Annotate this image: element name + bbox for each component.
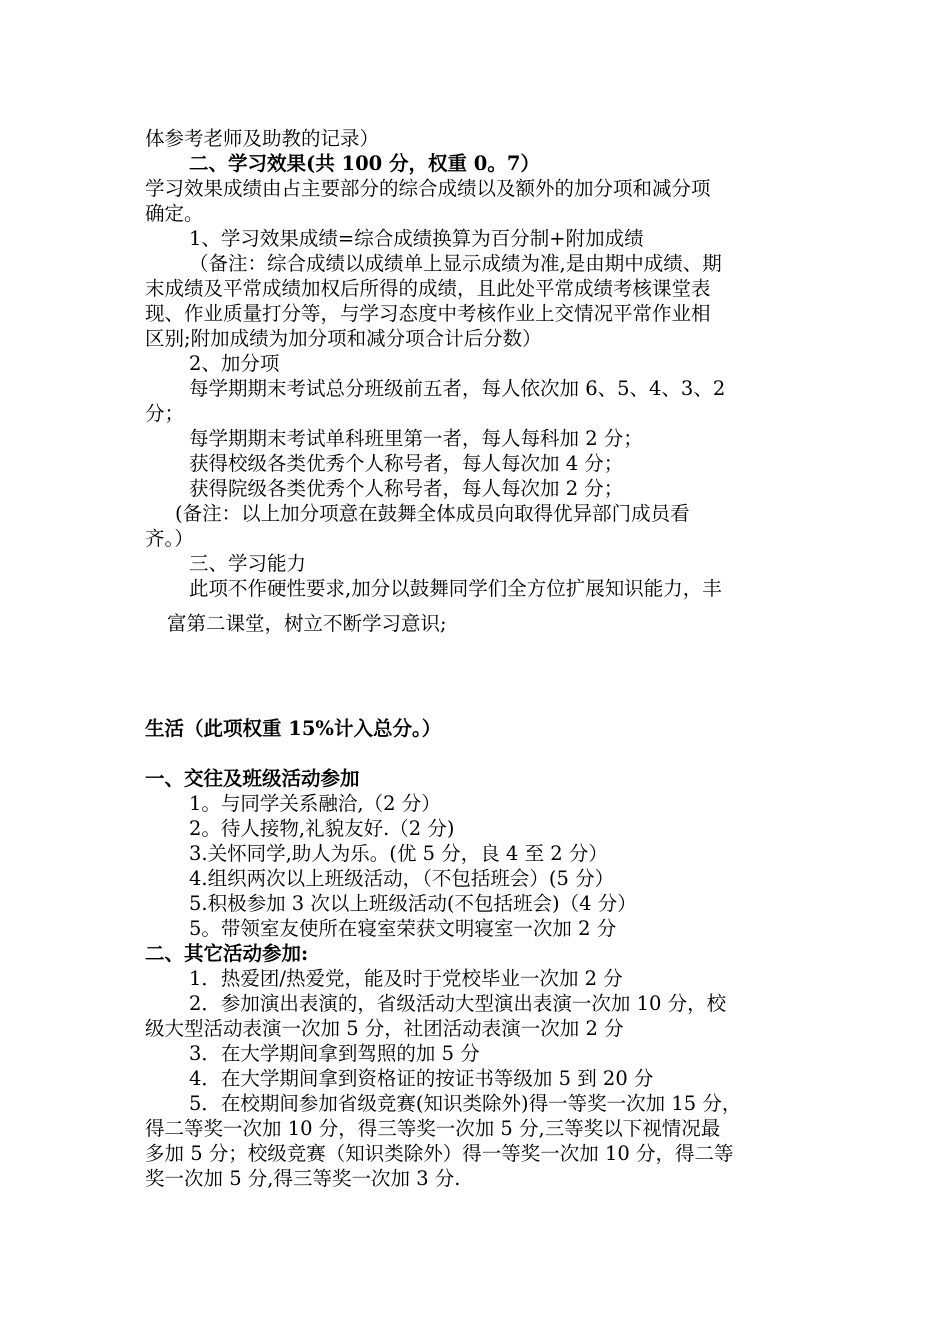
- social-item-line: 2。待人接物,礼貌友好.（2 分): [189, 817, 455, 840]
- score-note-line: （备注：综合成绩以成绩单上显示成绩为准,是由期中成绩、期: [189, 252, 722, 275]
- other-activity-line: 5．在校期间参加省级竞赛(知识类除外)得一等奖一次加 15 分，: [189, 1092, 742, 1115]
- score-note-line: 末成绩及平常成绩加权后所得的成绩，且此处平常成绩考核课堂表: [145, 277, 711, 300]
- other-activity-line: 多加 5 分；校级竞赛（知识类除外）得一等奖一次加 10 分，得二等: [145, 1142, 734, 1165]
- learning-effect-heading: 二、学习效果(共 100 分，权重 0。7）: [189, 152, 540, 175]
- learning-ability-text-line: 此项不作硬性要求,加分以鼓舞同学们全方位扩展知识能力，丰: [189, 577, 722, 600]
- social-item-line: 1。与同学关系融洽,（2 分）: [189, 792, 441, 815]
- score-note-line: 现、作业质量打分等，与学习态度中考核作业上交情况平常作业相: [145, 302, 711, 325]
- bonus-note-line: (备注：以上加分项意在鼓舞全体成员向取得优异部门成员看: [175, 502, 690, 525]
- other-activities-heading: 二、其它活动参加:: [145, 942, 309, 965]
- social-item-line: 3.关怀同学,助人为乐。(优 5 分，良 4 至 2 分）: [189, 842, 608, 865]
- other-activity-line: 奖一次加 5 分,得三等奖一次加 3 分.: [145, 1167, 461, 1190]
- bonus-item-line: 每学期期末考试总分班级前五者，每人依次加 6、5、4、3、2: [189, 377, 726, 400]
- bonus-heading: 2、加分项: [189, 352, 280, 375]
- bonus-item-line: 分；: [145, 402, 185, 425]
- other-activity-line: 级大型活动表演一次加 5 分，社团活动表演一次加 2 分: [145, 1017, 624, 1040]
- score-formula-line: 1、学习效果成绩=综合成绩换算为百分制+附加成绩: [189, 227, 644, 250]
- other-activity-line: 4．在大学期间拿到资格证的按证书等级加 5 到 20 分: [189, 1067, 654, 1090]
- learning-effect-desc-line: 学习效果成绩由占主要部分的综合成绩以及额外的加分项和减分项: [145, 177, 711, 200]
- bonus-item-line: 每学期期末考试单科班里第一者，每人每科加 2 分；: [189, 427, 643, 450]
- other-activity-line: 3．在大学期间拿到驾照的加 5 分: [189, 1042, 480, 1065]
- other-activity-line: 得二等奖一次加 10 分，得三等奖一次加 5 分,三等奖以下视情况最: [145, 1117, 721, 1140]
- social-item-line: 4.组织两次以上班级活动，（不包括班会）(5 分）: [189, 867, 615, 890]
- learning-ability-heading: 三、学习能力: [189, 552, 307, 575]
- bonus-note-line: 齐。）: [145, 527, 194, 550]
- intro-tail-line: 体参考老师及助教的记录）: [145, 127, 380, 150]
- other-activity-line: 2．参加演出表演的，省级活动大型演出表演一次加 10 分，校: [189, 992, 727, 1015]
- other-activity-line: 1．热爱团/热爱党，能及时于党校毕业一次加 2 分: [189, 967, 623, 990]
- bonus-item-line: 获得院级各类优秀个人称号者，每人每次加 2 分；: [189, 477, 624, 500]
- learning-ability-text-line: 富第二课堂，树立不断学习意识;: [167, 612, 447, 635]
- learning-effect-desc-line: 确定。: [145, 202, 204, 225]
- social-activities-heading: 一、交往及班级活动参加: [145, 767, 360, 790]
- score-note-line: 区别;附加成绩为加分项和减分项合计后分数）: [145, 327, 542, 350]
- social-item-line: 5。带领室友使所在寝室荣获文明寝室一次加 2 分: [189, 917, 617, 940]
- bonus-item-line: 获得校级各类优秀个人称号者，每人每次加 4 分；: [189, 452, 624, 475]
- social-item-line: 5.积极参加 3 次以上班级活动(不包括班会)（4 分）: [189, 892, 637, 915]
- life-section-title: 生活（此项权重 15%计入总分。）: [145, 717, 442, 740]
